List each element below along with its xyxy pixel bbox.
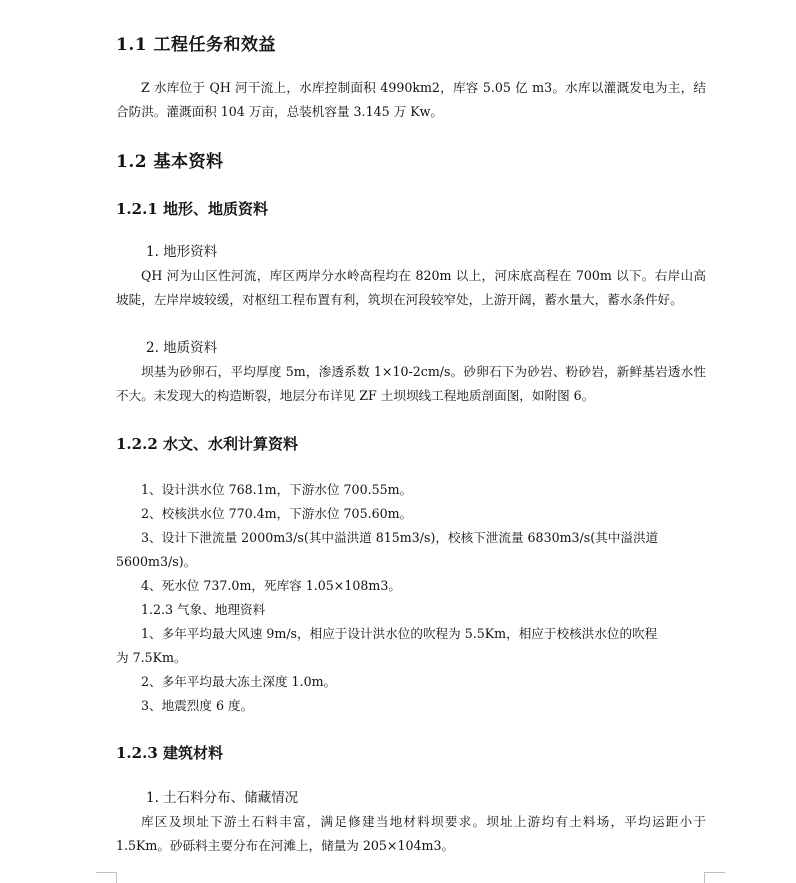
list-item-frost-depth: 2、多年平均最大冻土深度 1.0m。 xyxy=(141,674,337,689)
list-item-design-flood-level: 1、设计洪水位 768.1m，下游水位 700.55m。 xyxy=(141,482,413,497)
list-item-seismic-intensity: 3、地震烈度 6 度。 xyxy=(141,698,254,713)
paragraph-terrain: QH 河为山区性河流，库区两岸分水岭高程均在 820m 以上，河床底高程在 700m 以下。右岸山高坡陡，左岸岸坡较缓，对枢纽工程布置有利，筑坝在河段较窄处，上游开阔，蓄水量大，蓄水条件好。 xyxy=(116,268,706,307)
section-heading-1-2-1: 1.2.1 地形、地质资料 xyxy=(116,200,268,218)
page-corner-mark-right xyxy=(704,872,725,883)
section-heading-1-2-3: 1.2.3 建筑材料 xyxy=(116,744,223,762)
paragraph-engineering-tasks: Z 水库位于 QH 河干流上，水库控制面积 4990km2，库容 5.05 亿 m3。水库以灌溉发电为主，结合防洪。灌溉面积 104 万亩，总装机容量 3.145 万 Kw。 xyxy=(116,80,706,119)
list-item-wind-line2: 为 7.5Km。 xyxy=(116,650,187,665)
subheading-terrain: 1. 地形资料 xyxy=(146,244,218,260)
paragraph-geology: 坝基为砂卵石，平均厚度 5m，渗透系数 1×10-2cm/s。砂卵石下为砂岩、粉砂岩，新鲜基岩透水性不大。未发现大的构造断裂，地层分布详见 ZF 土坝坝线工程地质剖面图，如附图 6。 xyxy=(116,364,706,403)
subheading-earth-rock-materials: 1. 土石料分布、储藏情况 xyxy=(146,790,299,806)
list-item-wind-line1: 1、多年平均最大风速 9m/s，相应于设计洪水位的吹程为 5.5Km，相应于校核洪水位的吹程 xyxy=(141,626,658,641)
section-heading-1-2: 1.2 基本资料 xyxy=(116,152,224,172)
list-item-discharge-line2: 5600m3/s)。 xyxy=(116,554,197,569)
page-corner-mark-left xyxy=(96,872,117,883)
section-heading-1-1: 1.1 工程任务和效益 xyxy=(116,35,276,55)
subheading-geology: 2. 地质资料 xyxy=(146,340,218,356)
section-heading-1-2-2: 1.2.2 水文、水利计算资料 xyxy=(116,435,298,453)
subheading-meteorology: 1.2.3 气象、地理资料 xyxy=(141,602,266,617)
list-item-dead-water-level: 4、死水位 737.0m，死库容 1.05×108m3。 xyxy=(141,578,401,593)
list-item-check-flood-level: 2、校核洪水位 770.4m，下游水位 705.60m。 xyxy=(141,506,413,521)
paragraph-earth-rock-materials: 库区及坝址下游土石料丰富，满足修建当地材料坝要求。坝址上游均有土料场，平均运距小于 1.5Km。砂砾料主要分布在河滩上，储量为 205×104m3。 xyxy=(116,814,706,853)
list-item-discharge-line1: 3、设计下泄流量 2000m3/s(其中溢洪道 815m3/s)，校核下泄流量 6830m3/s(其中溢洪道 xyxy=(141,530,659,545)
